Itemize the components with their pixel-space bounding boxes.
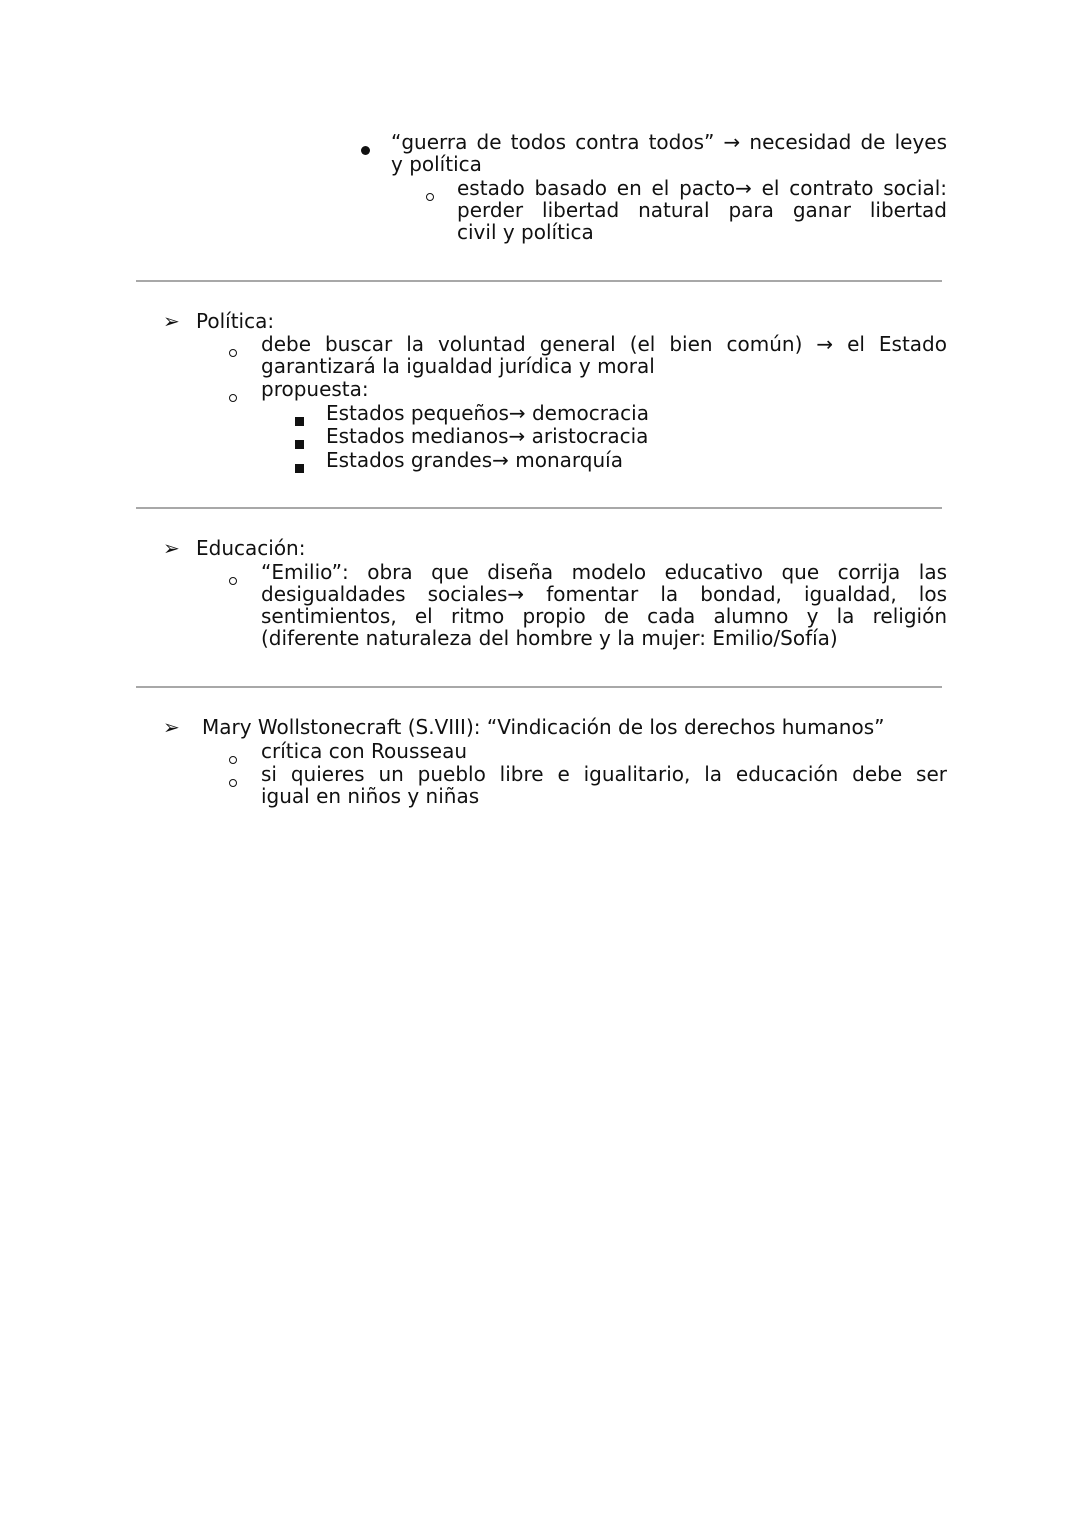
ring-bullet-icon: [229, 567, 237, 589]
ring-bullet-icon: [229, 746, 237, 768]
top-sub-line-1: estado basado en el pacto→ el contrato social:: [457, 176, 947, 200]
politica-subitem: Estados grandes→ monarquía: [326, 448, 623, 472]
educacion-item1-line-2: desigualdades sociales→ fomentar la bondad, igualdad, los: [261, 582, 947, 606]
arrowhead-bullet-icon: ➢: [163, 536, 180, 560]
square-bullet-icon: [295, 408, 304, 430]
wollstonecraft-item2-line-1: si quieres un pueblo libre e igualitario, la educación debe ser: [261, 762, 947, 786]
disc-bullet-icon: [361, 137, 370, 159]
top-bullet-line-1: “guerra de todos contra todos” → necesidad de leyes: [391, 130, 947, 154]
square-bullet-icon: [295, 431, 304, 453]
arrowhead-bullet-icon: ➢: [163, 309, 180, 333]
politica-subitem: Estados medianos→ aristocracia: [326, 424, 649, 448]
section-divider: [136, 686, 942, 688]
top-bullet-line-2: y política: [391, 152, 482, 176]
wollstonecraft-heading: Mary Wollstonecraft (S.VIII): “Vindicación de los derechos humanos”: [202, 715, 885, 739]
politica-item2: propuesta:: [261, 377, 369, 401]
educacion-item1-line-4: (diferente naturaleza del hombre y la mujer: Emilio/Sofía): [261, 626, 838, 650]
politica-heading: Política:: [196, 309, 275, 333]
top-sub-line-3: civil y política: [457, 220, 594, 244]
section-divider: [136, 507, 942, 509]
politica-subitem: Estados pequeños→ democracia: [326, 401, 649, 425]
wollstonecraft-item2-line-2: igual en niños y niñas: [261, 784, 480, 808]
ring-bullet-icon: [229, 339, 237, 361]
wollstonecraft-item1: crítica con Rousseau: [261, 739, 468, 763]
politica-item1-line-1: debe buscar la voluntad general (el bien común) → el Estado: [261, 332, 947, 356]
educacion-heading: Educación:: [196, 536, 306, 560]
educacion-item1-line-1: “Emilio”: obra que diseña modelo educativo que corrija las: [261, 560, 947, 584]
square-bullet-icon: [295, 455, 304, 477]
ring-bullet-icon: [426, 183, 434, 205]
ring-bullet-icon: [229, 384, 237, 406]
educacion-item1-line-3: sentimientos, el ritmo propio de cada alumno y la religión: [261, 604, 947, 628]
top-sub-line-2: perder libertad natural para ganar libertad: [457, 198, 947, 222]
ring-bullet-icon: [229, 769, 237, 791]
arrowhead-bullet-icon: ➢: [163, 715, 180, 739]
politica-item1-line-2: garantizará la igualdad jurídica y moral: [261, 354, 655, 378]
section-divider: [136, 280, 942, 282]
